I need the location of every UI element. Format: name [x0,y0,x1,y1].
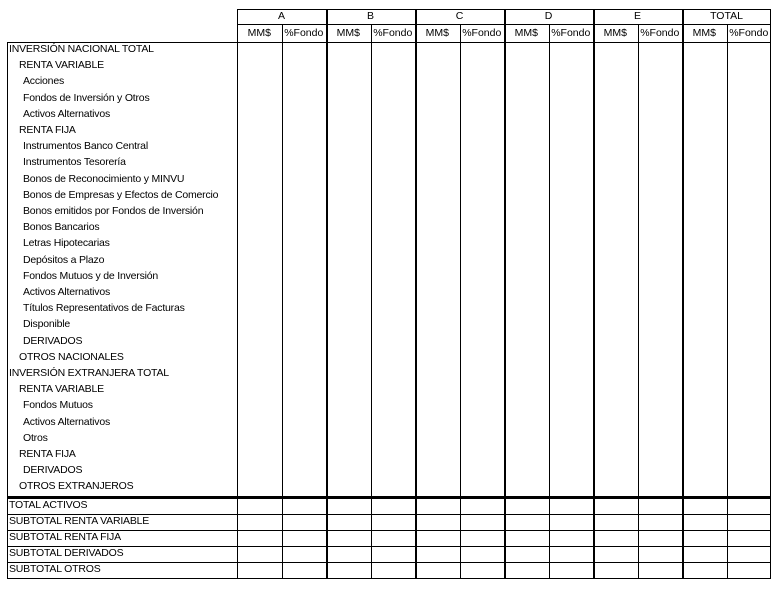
row-label: Activos Alternativos [23,107,111,120]
row-label: Bonos Bancarios [23,221,100,234]
investment-table [7,9,770,583]
grid-line [7,530,770,531]
grid-line [7,42,770,43]
row-label: RENTA VARIABLE [19,383,104,396]
column-subheader: MM$ [247,27,271,39]
grid-line [371,24,372,579]
row-label: Disponible [23,318,71,331]
column-subheader: MM$ [514,27,538,39]
row-label: OTROS EXTRANJEROS [19,480,134,493]
row-label: DERIVADOS [23,464,83,477]
column-subheader: %Fondo [373,27,413,39]
grid-line [593,9,595,579]
column-subheader: %Fondo [284,27,324,39]
row-label: Instrumentos Banco Central [23,140,148,153]
row-label: OTROS NACIONALES [19,350,124,363]
column-group-header: B [366,10,374,22]
grid-line [504,9,506,579]
row-label: Otros [23,431,48,444]
row-label: Bonos emitidos por Fondos de Inversión [23,205,204,217]
grid-line [460,24,461,579]
row-label: INVERSIÓN NACIONAL TOTAL [9,43,154,55]
row-label: Letras Hipotecarias [23,237,110,250]
column-subheader: MM$ [692,27,716,39]
row-label: RENTA FIJA [19,448,76,460]
column-subheader: %Fondo [462,27,502,39]
row-label: SUBTOTAL OTROS [9,563,101,576]
row-label: SUBTOTAL DERIVADOS [9,547,124,560]
row-label: SUBTOTAL RENTA FIJA [9,531,121,543]
grid-line [237,9,238,579]
row-label: Bonos de Empresas y Efectos de Comercio [23,188,219,201]
grid-line [7,42,8,579]
row-label: Fondos Mutuos y de Inversión [23,269,159,282]
row-label: RENTA VARIABLE [19,59,104,72]
column-group-header: E [633,10,641,22]
column-group-header: D [544,10,553,22]
row-label: TOTAL ACTIVOS [9,498,88,511]
grid-line [7,546,770,547]
grid-line [682,9,684,579]
row-label: RENTA FIJA [19,124,76,136]
row-label: Depósitos a Plazo [23,253,105,266]
column-group-header: A [277,10,285,22]
row-label: Activos Alternativos [23,415,111,428]
row-label: Activos Alternativos [23,286,111,298]
row-label: Acciones [23,75,65,88]
grid-line [638,24,639,579]
column-subheader: MM$ [425,27,449,39]
column-subheader: %Fondo [551,27,591,39]
row-label: DERIVADOS [23,334,83,347]
column-subheader: %Fondo [640,27,680,39]
grid-line [7,496,770,499]
grid-line [549,24,550,579]
grid-line [7,562,770,563]
column-group-header: TOTAL [710,10,743,22]
column-subheader: MM$ [603,27,627,39]
grid-line [770,9,771,579]
grid-line [7,578,770,579]
grid-line [7,514,770,515]
grid-line [326,9,328,579]
row-label: Instrumentos Tesorería [23,156,126,169]
grid-line [415,9,417,579]
column-subheader: MM$ [336,27,360,39]
row-label: Bonos de Reconocimiento y MINVU [23,172,185,185]
column-subheader: %Fondo [729,27,769,39]
row-label: Títulos Representativos de Facturas [23,302,185,315]
row-label: INVERSIÓN EXTRANJERA TOTAL [9,367,169,379]
row-label: SUBTOTAL RENTA VARIABLE [9,514,150,527]
row-label: Fondos de Inversión y Otros [23,91,150,104]
grid-line [282,24,283,579]
row-label: Fondos Mutuos [23,399,93,412]
column-group-header: C [455,10,464,22]
grid-line [727,24,728,579]
